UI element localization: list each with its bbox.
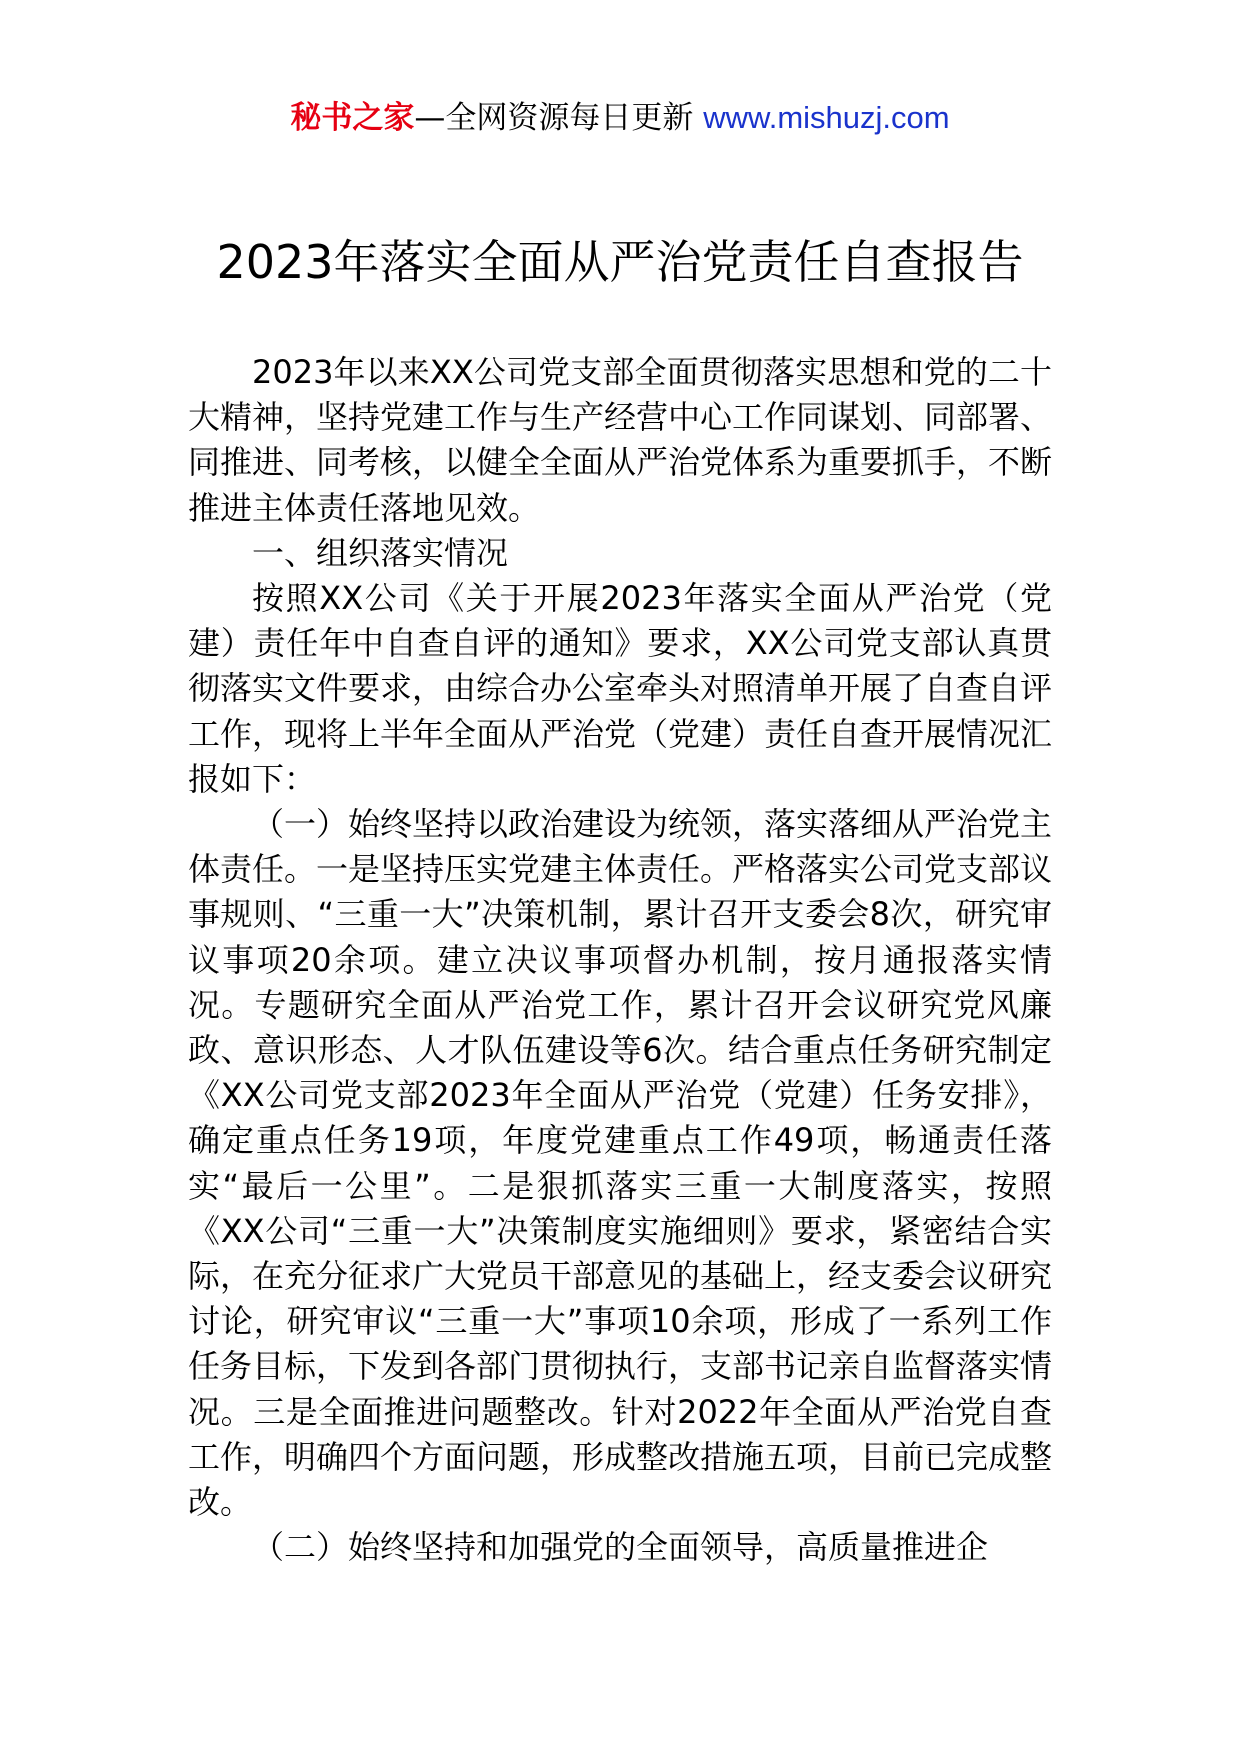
section-paragraph-organization: 按照XX公司《关于开展2023年落实全面从严治党（党建）责任年中自查自评的通知》要求，XX公司党支部认真贯彻落实文件要求，由综合办公室牵头对照清单开展了自查自评工作，现将上半年全面从严治党（党建）责任自查开展情况汇报如下： <box>188 579 1053 798</box>
document-body <box>188 350 1052 1570</box>
site-tagline: —全网资源每日更新 <box>414 100 694 136</box>
site-header <box>0 98 1240 138</box>
subsection-paragraph-political-construction: （一）始终坚持以政治建设为统领，落实落细从严治党主体责任。一是坚持压实党建主体责任。严格落实公司党支部议事规则、“三重一大”决策机制，累计召开支委会8次，研究审议事项20余项。建立决议事项督办机制，按月通报落实情况。专题研究全面从严治党工作，累计召开会议研究党风廉政、意识形态、人才队伍建设等6次。结合重点任务研究制定《XX公司党支部2023年全面从严治党（党建）任务安排》，确定重点任务19项，年度党建重点工作49项，畅通责任落实“最后一公里”。二是狠抓落实三重一大制度落实，按照《XX公司“三重一大”决策制度实施细则》要求，紧密结合实际，在充分征求广大党员干部意见的基础上，经支委会议研究讨论，研究审议“三重一大”事项10余项，形成了一系列工作任务目标，下发到各部门贯彻执行，支部书记亲自监督落实情况。三是全面推进问题整改。针对2022年全面从严治党自查工作，明确四个方面问题，形成整改措施五项，目前已完成整改。 <box>188 805 1053 1522</box>
site-url-link[interactable]: www.mishuzj.com <box>703 100 950 135</box>
site-brand: 秘书之家 <box>290 100 415 136</box>
document-title: 2023年落实全面从严治党责任自查报告 <box>216 235 1024 289</box>
subsection-paragraph-party-leadership: （二）始终坚持和加强党的全面领导，高质量推进企 <box>252 1528 989 1567</box>
intro-paragraph: 2023年以来XX公司党支部全面贯彻落实思想和党的二十大精神，坚持党建工作与生产经营中心工作同谋划、同部署、同推进、同考核，以健全全面从严治党体系为重要抓手，不断推进主体责任落地见效。 <box>188 353 1053 527</box>
section-heading-organization: 一、组织落实情况 <box>252 533 509 572</box>
